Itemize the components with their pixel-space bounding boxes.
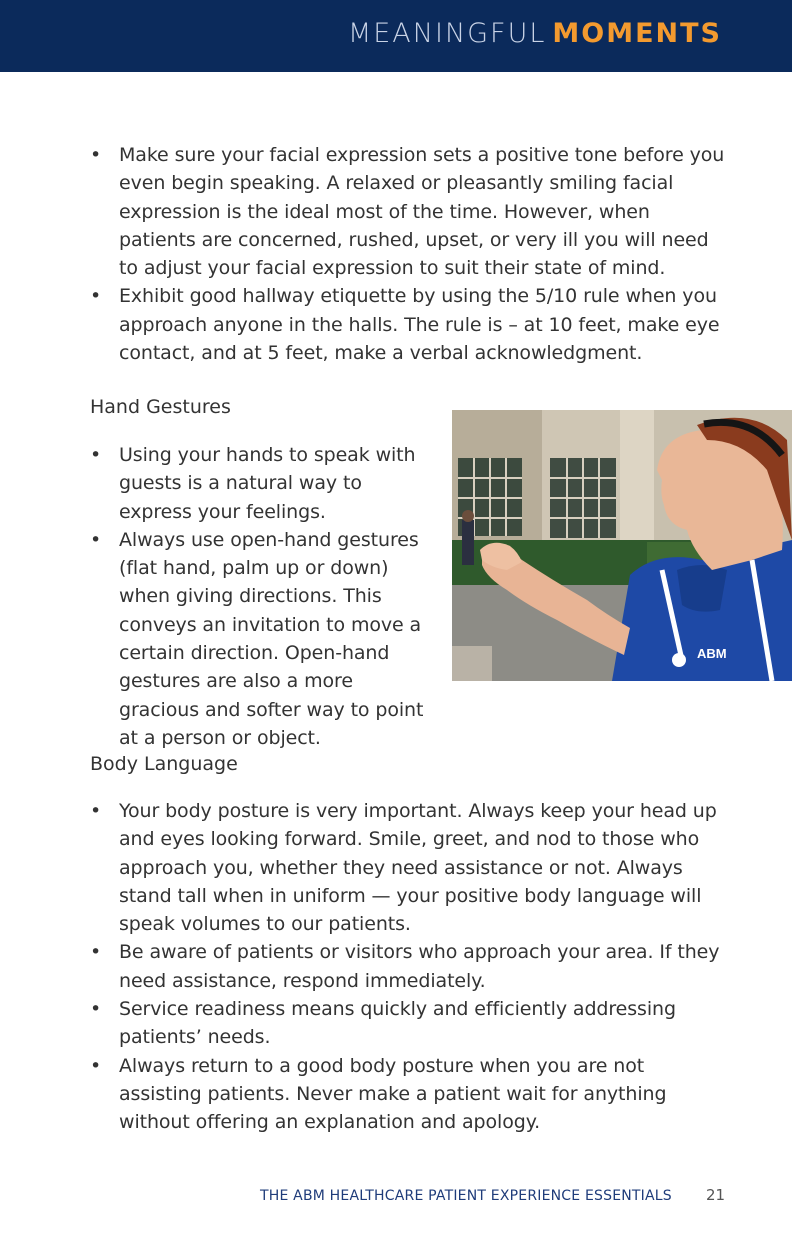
body-language-heading: Body Language (90, 753, 238, 775)
footer-title: THE ABM HEALTHCARE PATIENT EXPERIENCE ESSENTIALS (260, 1188, 672, 1204)
list-item: • Always return to a good body posture when you are not assisting patients. Never make a patient wait for anything without offering an explanation and apology. (90, 1052, 720, 1137)
list-item: • Make sure your facial expression sets a positive tone before you even begin speaking. A relaxed or pleasantly smiling facial expression is the ideal most of the time. However, when patients are concerned, rushed, upset, or very ill you will need to adjust your facial expression to suit their state of mind. (90, 141, 730, 282)
hand-gestures-bullet-list (90, 441, 435, 752)
list-item: • Your body posture is very important. Always keep your head up and eyes looking forward. Smile, greet, and nod to those who approach you, whether they need assistance or not. Always stand tall when in uniform — your positive body language will speak volumes to our patients. (90, 797, 720, 938)
list-item: • Using your hands to speak with guests is a natural way to express your feelings. (90, 441, 435, 526)
page-title (348, 18, 722, 49)
header-bar (0, 0, 792, 72)
list-item: • Exhibit good hallway etiquette by using the 5/10 rule when you approach anyone in the halls. The rule is – at 10 feet, make eye contact, and at 5 feet, make a verbal acknowledgment. (90, 282, 730, 367)
list-item: • Always use open-hand gestures (flat hand, palm up or down) when giving directions. This conveys an invitation to move a certain direction. Open-hand gestures are also a more gracious and softer way to point at a person or object. (90, 526, 435, 752)
title-accent: MOMENTS (552, 18, 722, 49)
photo-illustration (452, 410, 792, 681)
list-item: • Be aware of patients or visitors who approach your area. If they need assistance, respond immediately. (90, 938, 720, 995)
title-light: MEANINGFUL (347, 18, 547, 49)
intro-bullet-list (90, 141, 730, 367)
body-language-bullet-list (90, 797, 720, 1137)
page-number: 21 (706, 1186, 726, 1204)
shirt-logo-text: ABM (697, 646, 727, 661)
hand-gestures-heading: Hand Gestures (90, 396, 231, 418)
staff-gesture-photo (452, 410, 792, 681)
list-item: • Service readiness means quickly and efficiently addressing patients’ needs. (90, 995, 720, 1052)
